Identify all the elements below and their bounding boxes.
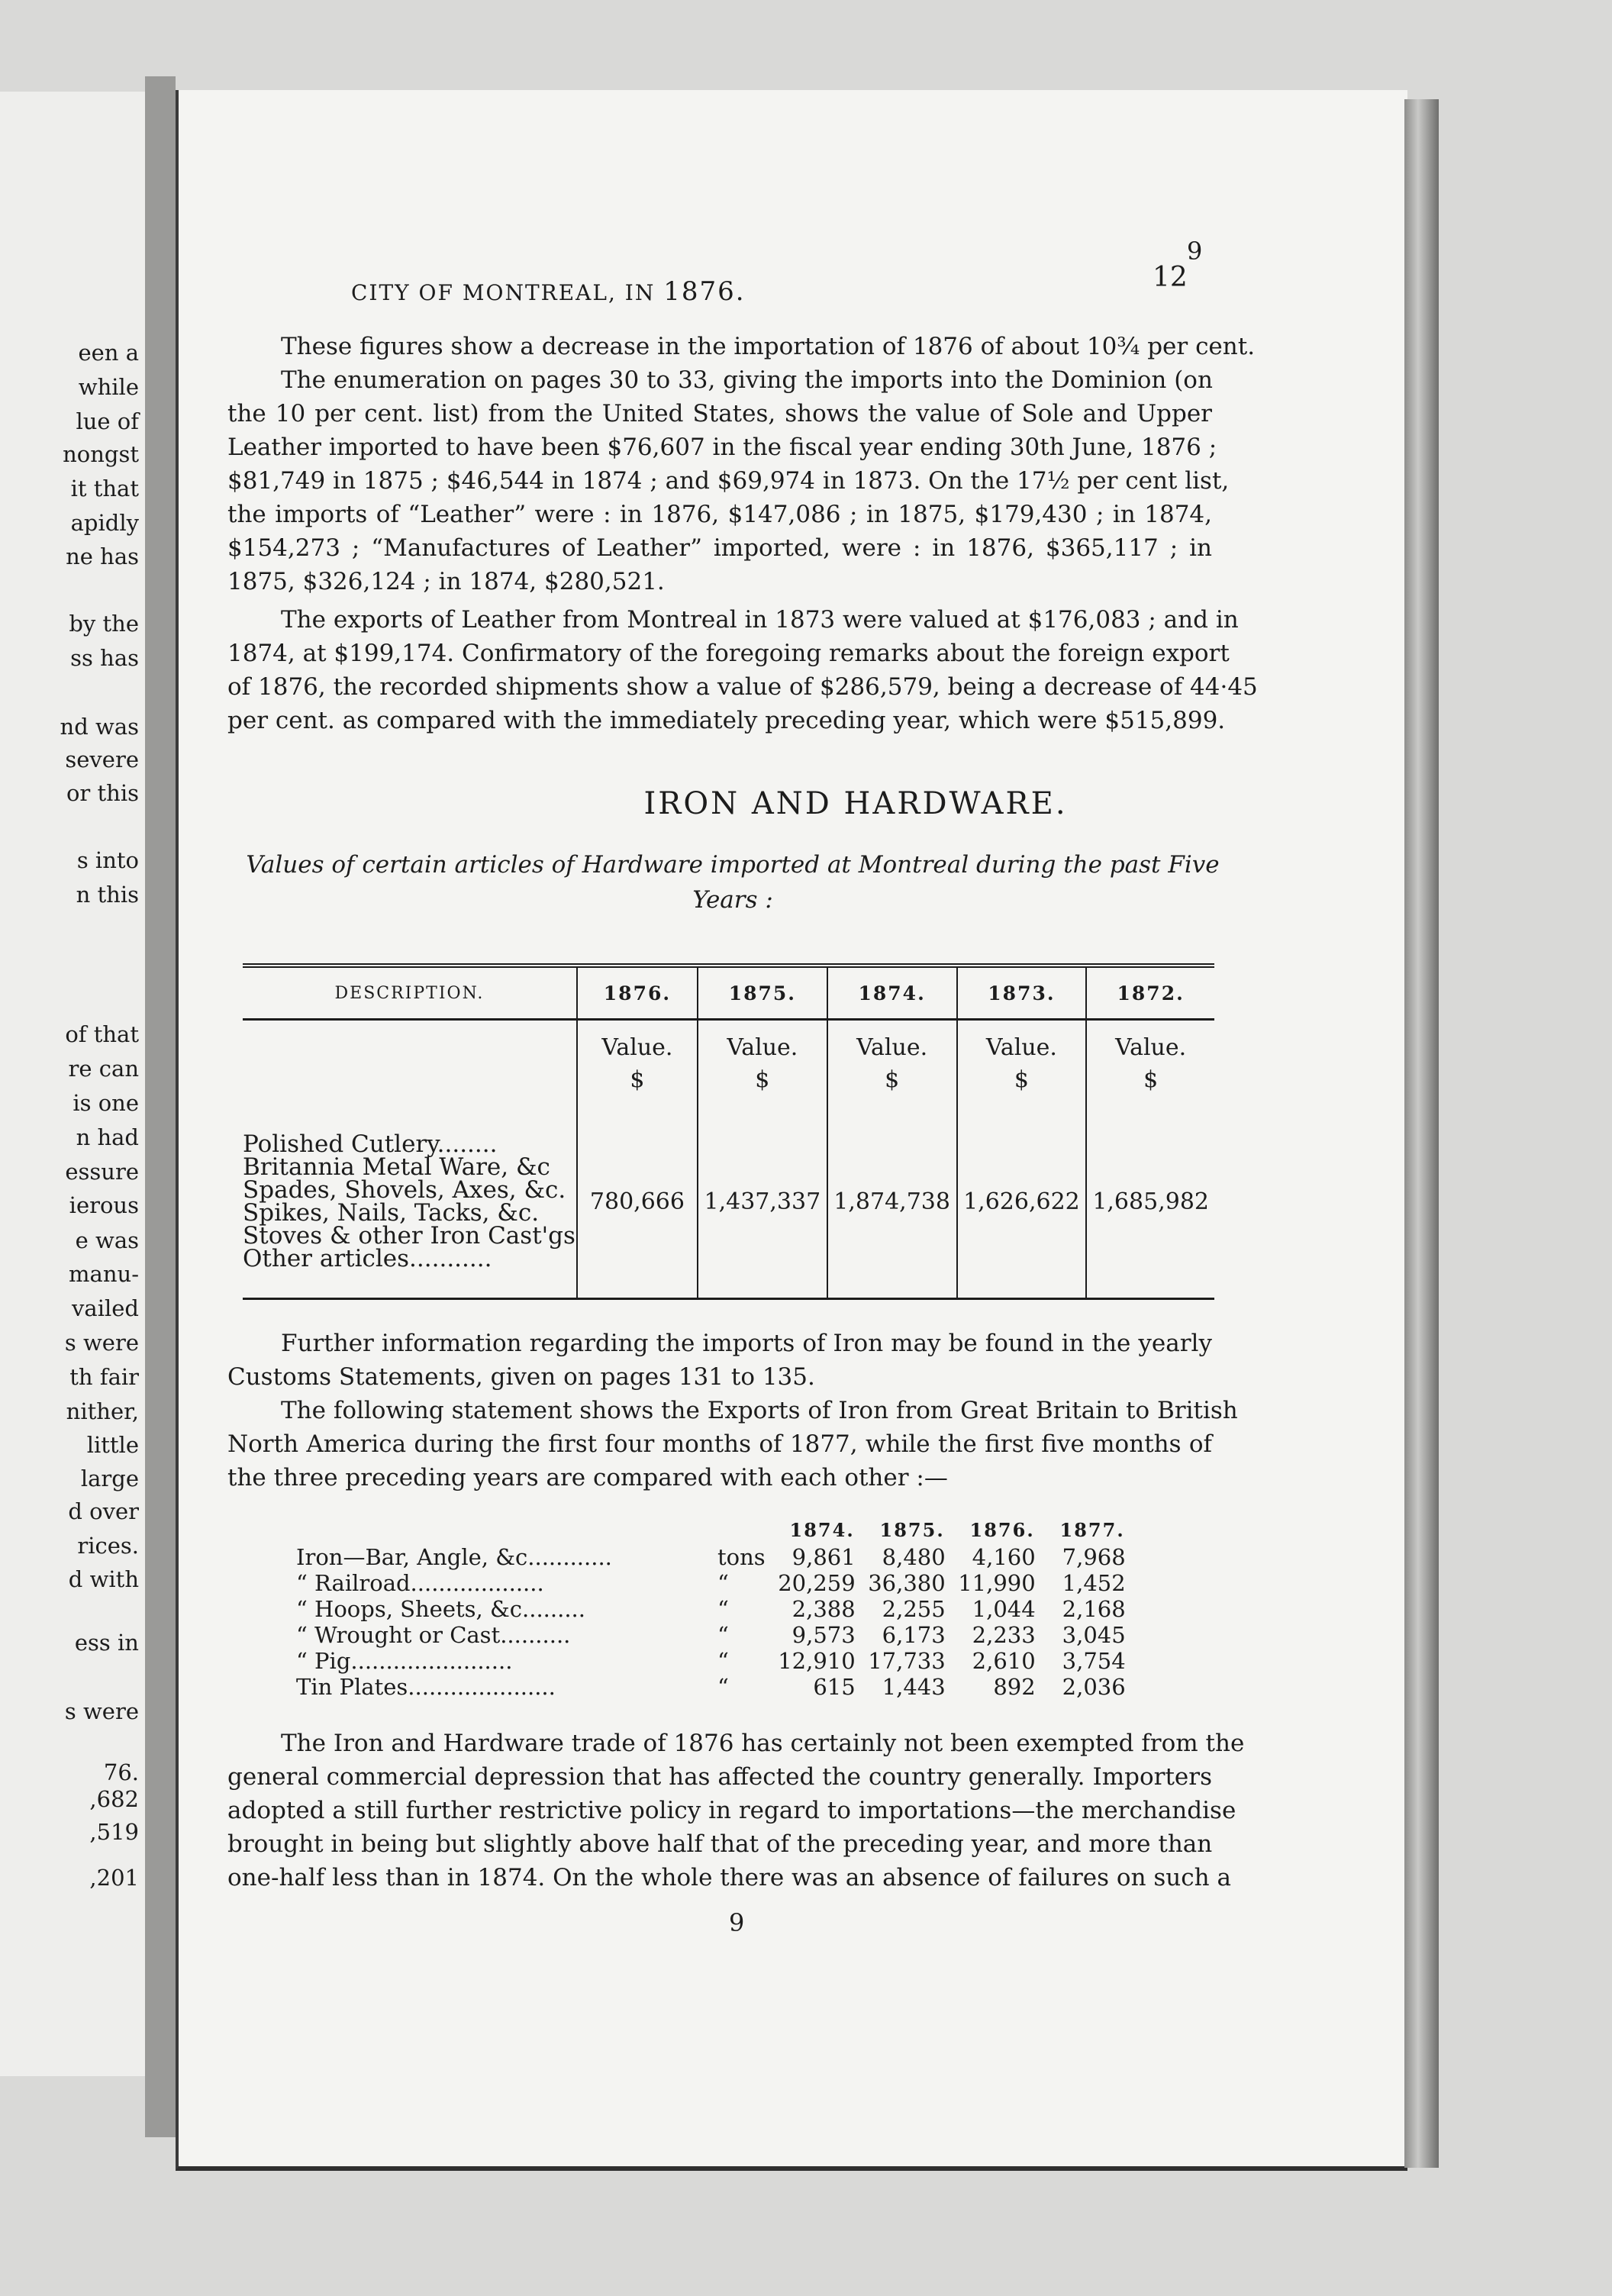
paragraph-3 <box>227 603 1258 737</box>
text-line: $81,749 in 1875 ; $46,544 in 1874 ; and $69,974 in 1873. On the 17½ per cent list, <box>227 467 1230 495</box>
table-row <box>296 1648 1126 1674</box>
value-label: Value. <box>698 1020 827 1066</box>
facing-page-text-fragment: apidly <box>70 510 139 536</box>
description-header: DESCRIPTION. <box>243 966 577 1020</box>
text-line: of 1876, the recorded shipments show a value of $286,579, being a decrease of 44·45 <box>227 673 1258 701</box>
value-cell: 2,610 <box>972 1648 1036 1674</box>
value-cell: 1,044 <box>972 1596 1036 1622</box>
facing-page-text-fragment: ierous <box>69 1192 139 1218</box>
text-line: These figures show a decrease in the importation of 1876 of about 10¾ per cent. <box>281 333 1256 360</box>
dollar-sign: $ <box>957 1066 1087 1105</box>
article-name: Other articles........... <box>243 1245 492 1272</box>
table-header-row <box>296 1515 1126 1544</box>
text-line: The exports of Leather from Montreal in 1873 were valued at $176,083 ; and in <box>281 606 1239 634</box>
page-folio: 9 <box>729 1908 745 1937</box>
empty-cell <box>243 1066 577 1105</box>
caption-line: Years : <box>692 886 773 914</box>
facing-page-text-fragment: s were <box>64 1330 139 1356</box>
year-header: 1876. <box>577 966 698 1020</box>
value-label: Value. <box>827 1020 957 1066</box>
text-line: North America during the first four months of 1877, while the first five months of <box>227 1430 1212 1458</box>
text-line: Further information regarding the imports of Iron may be found in the yearly <box>281 1330 1212 1357</box>
table-header-row <box>243 966 1214 1020</box>
value-label-row <box>243 1020 1214 1066</box>
text-line: per cent. as compared with the immediately preceding year, which were $515,899. <box>227 707 1226 734</box>
text-line: one-half less than in 1874. On the whole there was an absence of failures on such a <box>227 1864 1231 1891</box>
year-header: 1877. <box>1059 1518 1125 1541</box>
unit: “ <box>717 1622 729 1648</box>
dollar-sign: $ <box>698 1066 827 1105</box>
paragraph-1 <box>227 330 1256 363</box>
table-row <box>296 1544 1126 1570</box>
value-cell: 2,255 <box>882 1596 946 1622</box>
value-cell: 1,443 <box>882 1674 946 1700</box>
value-cell: 6,173 <box>882 1622 946 1648</box>
text-line: the 10 per cent. list) from the United States, shows the value of Sole and Upper <box>227 400 1212 427</box>
facing-page-text-fragment: e was <box>75 1227 139 1253</box>
text-line: The following statement shows the Exports of Iron from Great Britain to British <box>281 1397 1238 1424</box>
running-head-text: CITY OF MONTREAL, IN <box>351 280 656 305</box>
value-cell: 1,874,738 <box>827 1105 957 1299</box>
running-head <box>351 276 746 307</box>
value-label: Value. <box>1086 1020 1214 1066</box>
article-name: Britannia Metal Ware, &c <box>243 1153 550 1181</box>
table-row <box>296 1570 1126 1596</box>
year-header: 1873. <box>957 966 1087 1020</box>
facing-page-text-fragment: s into <box>76 847 139 873</box>
facing-page-text-fragment: vailed <box>72 1295 139 1321</box>
facing-page-text-fragment: manu- <box>69 1261 139 1287</box>
value-cell: 20,259 <box>778 1570 856 1596</box>
value-cell: 2,168 <box>1062 1596 1126 1622</box>
unit: “ <box>717 1674 729 1700</box>
unit: tons <box>717 1544 766 1570</box>
facing-page-text-fragment: rices. <box>77 1533 139 1559</box>
facing-page-text-fragment: d with <box>68 1566 139 1592</box>
table-row <box>296 1674 1126 1700</box>
row-label: “ Hoops, Sheets, &c......... <box>296 1596 585 1622</box>
text-line: 1875, $326,124 ; in 1874, $280,521. <box>227 568 665 595</box>
row-label: “ Wrought or Cast.......... <box>296 1622 571 1648</box>
year-header: 1874. <box>827 966 957 1020</box>
paragraph-5 <box>227 1394 1238 1495</box>
year-header: 1875. <box>698 966 827 1020</box>
year-header: 1876. <box>969 1518 1035 1541</box>
text-line: brought in being but slightly above half that of the preceding year, and more than <box>227 1830 1213 1858</box>
facing-page-text-fragment: ss has <box>70 645 139 671</box>
paragraph-4 <box>227 1327 1212 1394</box>
text-line: $154,273 ; “Manufactures of Leather” imported, were : in 1876, $365,117 ; in <box>227 534 1212 562</box>
facing-page-text-fragment: severe <box>65 747 139 772</box>
facing-page-text-fragment: nither, <box>66 1398 139 1424</box>
running-head-year: 1876. <box>663 276 746 307</box>
facing-page-text-fragment: n had <box>76 1124 139 1150</box>
dollar-sign: $ <box>1086 1066 1214 1105</box>
facing-page-text-fragment: of that <box>65 1021 139 1047</box>
facing-page-text-fragment: essure <box>65 1159 139 1185</box>
value-cell: 892 <box>993 1674 1036 1700</box>
year-header: 1875. <box>879 1518 945 1541</box>
section-title: IRON AND HARDWARE. <box>643 786 1068 821</box>
value-cell: 1,626,622 <box>957 1105 1087 1299</box>
facing-page-text-fragment: d over <box>68 1498 139 1524</box>
facing-page-text-fragment: by the <box>69 611 139 637</box>
facing-page-text-fragment: little <box>86 1432 139 1458</box>
article-list <box>243 1105 577 1299</box>
value-cell: 2,388 <box>791 1596 856 1622</box>
text-line: general commercial depression that has affected the country generally. Importers <box>227 1763 1212 1791</box>
facing-page-text-fragment: n this <box>76 882 139 908</box>
facing-page-text-fragment: s were <box>64 1698 139 1724</box>
text-line: the imports of “Leather” were : in 1876, $147,086 ; in 1875, $179,430 ; in 1874, <box>227 501 1212 528</box>
facing-page-text-fragment: ne has <box>66 543 139 569</box>
dollar-sign: $ <box>577 1066 698 1105</box>
text-line: The enumeration on pages 30 to 33, giving the imports into the Dominion (on <box>281 366 1213 394</box>
value-cell: 11,990 <box>958 1570 1036 1596</box>
page-edge <box>1404 99 1439 2168</box>
value-cell: 36,380 <box>868 1570 946 1596</box>
facing-page-text-fragment: large <box>80 1466 139 1491</box>
value-cell: 780,666 <box>577 1105 698 1299</box>
text-line: 1874, at $199,174. Confirmatory of the foregoing remarks about the foreign export <box>227 640 1230 667</box>
unit: “ <box>717 1596 729 1622</box>
page-number-top: 9 <box>1187 237 1203 266</box>
facing-page-text-fragment: while <box>78 374 139 400</box>
facing-page-text-fragment: 76. <box>103 1759 139 1785</box>
hardware-imports-table <box>243 963 1214 1300</box>
facing-page-text-fragment: ,201 <box>89 1865 139 1891</box>
year-header: 1872. <box>1086 966 1214 1020</box>
value-cell: 1,437,337 <box>698 1105 827 1299</box>
empty-header <box>296 1515 717 1544</box>
dollar-row <box>243 1066 1214 1105</box>
page-number-second: 12 <box>1153 262 1188 293</box>
value-cell: 9,573 <box>791 1622 856 1648</box>
text-line: adopted a still further restrictive policy in regard to importations—the merchandise <box>227 1797 1236 1824</box>
value-cell: 2,036 <box>1062 1674 1126 1700</box>
dollar-sign: $ <box>827 1066 957 1105</box>
table-row <box>296 1596 1126 1622</box>
year-header: 1874. <box>789 1518 855 1541</box>
facing-page-text-fragment: is one <box>73 1090 139 1116</box>
book-gutter <box>145 76 176 2137</box>
paragraph-6 <box>227 1727 1245 1895</box>
value-cell: 12,910 <box>778 1648 856 1674</box>
facing-page-text-fragment: ,682 <box>89 1786 139 1812</box>
table-caption <box>244 847 1221 917</box>
article-name: Polished Cutlery........ <box>243 1130 498 1158</box>
facing-page-text-fragment: th fair <box>69 1364 139 1390</box>
value-cell: 9,861 <box>791 1544 856 1570</box>
facing-page-text-fragment: een a <box>78 340 139 366</box>
text-line: the three preceding years are compared with each other :— <box>227 1464 948 1491</box>
facing-page-text-fragment: nd was <box>60 714 139 740</box>
value-cell: 4,160 <box>972 1544 1036 1570</box>
empty-cell <box>243 1020 577 1066</box>
row-label: Iron—Bar, Angle, &c............ <box>296 1544 612 1570</box>
facing-page-text-fragment: ,519 <box>89 1819 139 1845</box>
row-label: “ Railroad................... <box>296 1570 544 1596</box>
value-cell: 8,480 <box>882 1544 946 1570</box>
value-label: Value. <box>577 1020 698 1066</box>
unit: “ <box>717 1648 729 1674</box>
row-label: Tin Plates..................... <box>296 1674 556 1700</box>
facing-page-text-fragment: lue of <box>76 408 139 434</box>
article-name: Spikes, Nails, Tacks, &c. <box>243 1199 540 1227</box>
article-name: Stoves & other Iron Cast'gs <box>243 1222 575 1250</box>
row-label: “ Pig....................... <box>296 1648 513 1674</box>
value-cell: 1,452 <box>1062 1570 1126 1596</box>
iron-exports-table <box>296 1515 1126 1700</box>
unit: “ <box>717 1570 729 1596</box>
text-line: Customs Statements, given on pages 131 to 135. <box>227 1363 815 1391</box>
value-cell: 615 <box>813 1674 856 1700</box>
facing-page-text-fragment: ess in <box>74 1630 139 1656</box>
value-cell: 7,968 <box>1062 1544 1126 1570</box>
table-row <box>243 1105 1214 1299</box>
empty-header <box>717 1515 766 1544</box>
facing-page-text-fragment: re can <box>68 1056 139 1082</box>
text-line: Leather imported to have been $76,607 in the fiscal year ending 30th June, 1876 ; <box>227 434 1217 461</box>
table-row <box>296 1622 1126 1648</box>
facing-page <box>0 92 147 2076</box>
value-cell: 3,754 <box>1062 1648 1126 1674</box>
value-label: Value. <box>957 1020 1087 1066</box>
value-cell: 3,045 <box>1062 1622 1126 1648</box>
text-line: The Iron and Hardware trade of 1876 has certainly not been exempted from the <box>281 1730 1245 1757</box>
value-cell: 2,233 <box>972 1622 1036 1648</box>
paragraph-2 <box>227 363 1230 598</box>
value-cell: 1,685,982 <box>1086 1105 1214 1299</box>
article-name: Spades, Shovels, Axes, &c. <box>243 1176 566 1204</box>
facing-page-text-fragment: it that <box>70 476 139 501</box>
caption-line: Values of certain articles of Hardware imported at Montreal during the past Five <box>246 851 1220 879</box>
facing-page-text-fragment: or this <box>66 780 139 806</box>
value-cell: 17,733 <box>868 1648 946 1674</box>
facing-page-text-fragment: nongst <box>63 441 139 467</box>
